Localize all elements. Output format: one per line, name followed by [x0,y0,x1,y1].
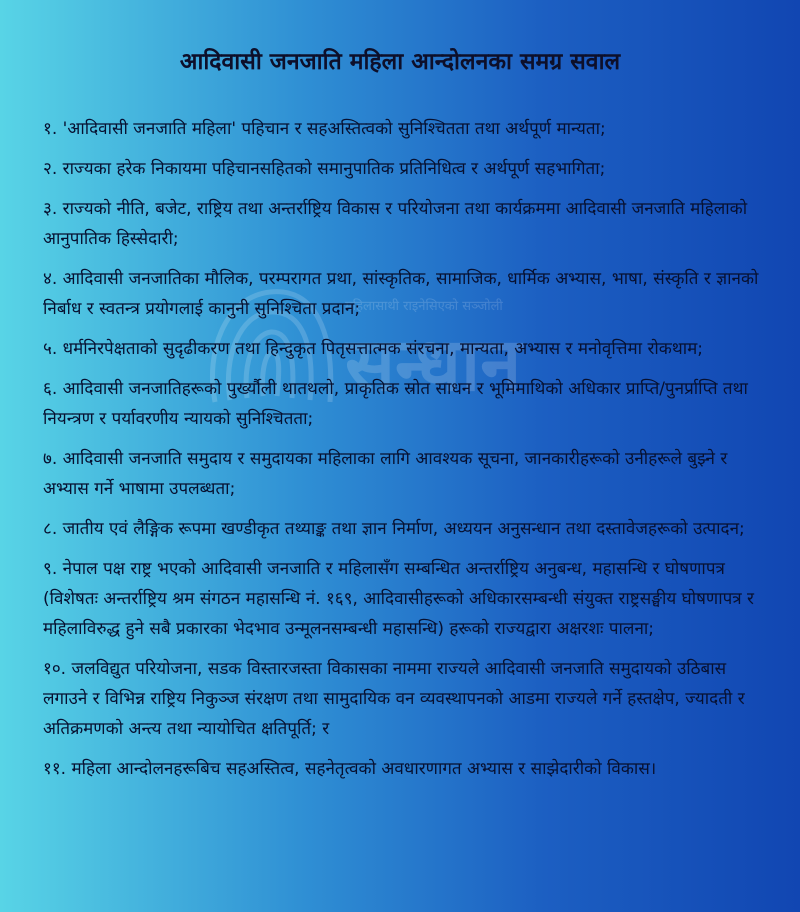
watermark-word: सन्धान [345,322,522,408]
list-item: ५. धर्मनिरपेक्षताको सुदृढीकरण तथा हिन्दुकृत पितृसत्तात्मक संरचना, मान्यता, अभ्यास र मनोवृत्तिमा रोकथाम; [43,339,704,359]
list-item: ८. जातीय एवं लैङ्गिक रूपमा खण्डीकृत तथ्याङ्क तथा ज्ञान निर्माण, अध्ययन अनुसन्धान तथा दस्तावेजहरूको उत्पादन; [43,519,745,539]
list-item: ४. आदिवासी जनजातिका मौलिक, परम्परागत प्रथा, सांस्कृतिक, सामाजिक, धार्मिक अभ्यास, भाषा, संस्कृति र ज्ञानको निर्बाध र स्वतन्त्र प्रयोगलाई कानुनी सुनिश्चिता प्रदान; [43,269,759,319]
list-item: ९. नेपाल पक्ष राष्ट्र भएको आदिवासी जनजाति र महिलासँग सम्बन्धित अन्तर्राष्ट्रिय अनुबन्ध, महासन्धि र घोषणापत्र (विशेषतः अन्तर्राष्ट्रिय श्रम संगठन महासन्धि नं. १६९, आदिवासीहरूको अधिकारसम्बन्धी संयुक्त राष्ट्रसङ्घीय घोषणापत्र र महिलाविरुद्ध हुने सबै प्रकारका भेदभाव उन्मूलनसम्बन्धी महासन्धि) हरूको राज्यद्वारा अक्षरशः पालना; [43,559,755,639]
list-item: ३. राज्यको नीति, बजेट, राष्ट्रिय तथा अन्तर्राष्ट्रिय विकास र परियोजना तथा कार्यक्रममा आदिवासी जनजाति महिलाको आनुपातिक हिस्सेदारी; [43,199,748,249]
list-item: ६. आदिवासी जनजातिहरूको पुर्ख्यौली थातथलो, प्राकृतिक स्रोत साधन र भूमिमाथिको अधिकार प्राप्ति/पुनर्प्राप्ति तथा नियन्त्रण र पर्यावरणीय न्यायको सुनिश्चितता; [43,379,748,429]
list-item: ११. महिला आन्दोलनहरूबिच सहअस्तित्व, सहनेतृत्वको अवधारणागत अभ्यास र साझेदारीको विकास। [43,759,657,779]
list-item: १. 'आदिवासी जनजाति महिला' पहिचान र सहअस्तित्वको सुनिश्चितता तथा अर्थपूर्ण मान्यता; [43,119,606,139]
list-item: २. राज्यका हरेक निकायमा पहिचानसहितको समानुपातिक प्रतिनिधित्व र अर्थपूर्ण सहभागिता; [43,159,606,179]
watermark-caption: महिलासाथी राइनेसिएको सञ्जोली [345,299,503,314]
list-item: ७. आदिवासी जनजाति समुदाय र समुदायका महिलाका लागि आवश्यक सूचना, जानकारीहरूको उनीहरूले बुझ्ने र अभ्यास गर्ने भाषामा उपलब्धता; [43,449,728,499]
page-title: आदिवासी जनजाति महिला आन्दोलनका समग्र सवाल [179,49,621,75]
demands-list [43,114,773,794]
list-item: १०. जलविद्युत परियोजना, सडक विस्तारजस्ता विकासका नाममा राज्यले आदिवासी जनजाति समुदायको उठिबास लगाउने र विभिन्न राष्ट्रिय निकुञ्ज संरक्षण तथा सामुदायिक वन व्यवस्थापनको आडमा राज्यले गर्ने हस्तक्षेप, ज्यादती र अतिक्रमणको अन्त्य तथा न्यायोचित क्षतिपूर्ति; र [43,659,745,739]
